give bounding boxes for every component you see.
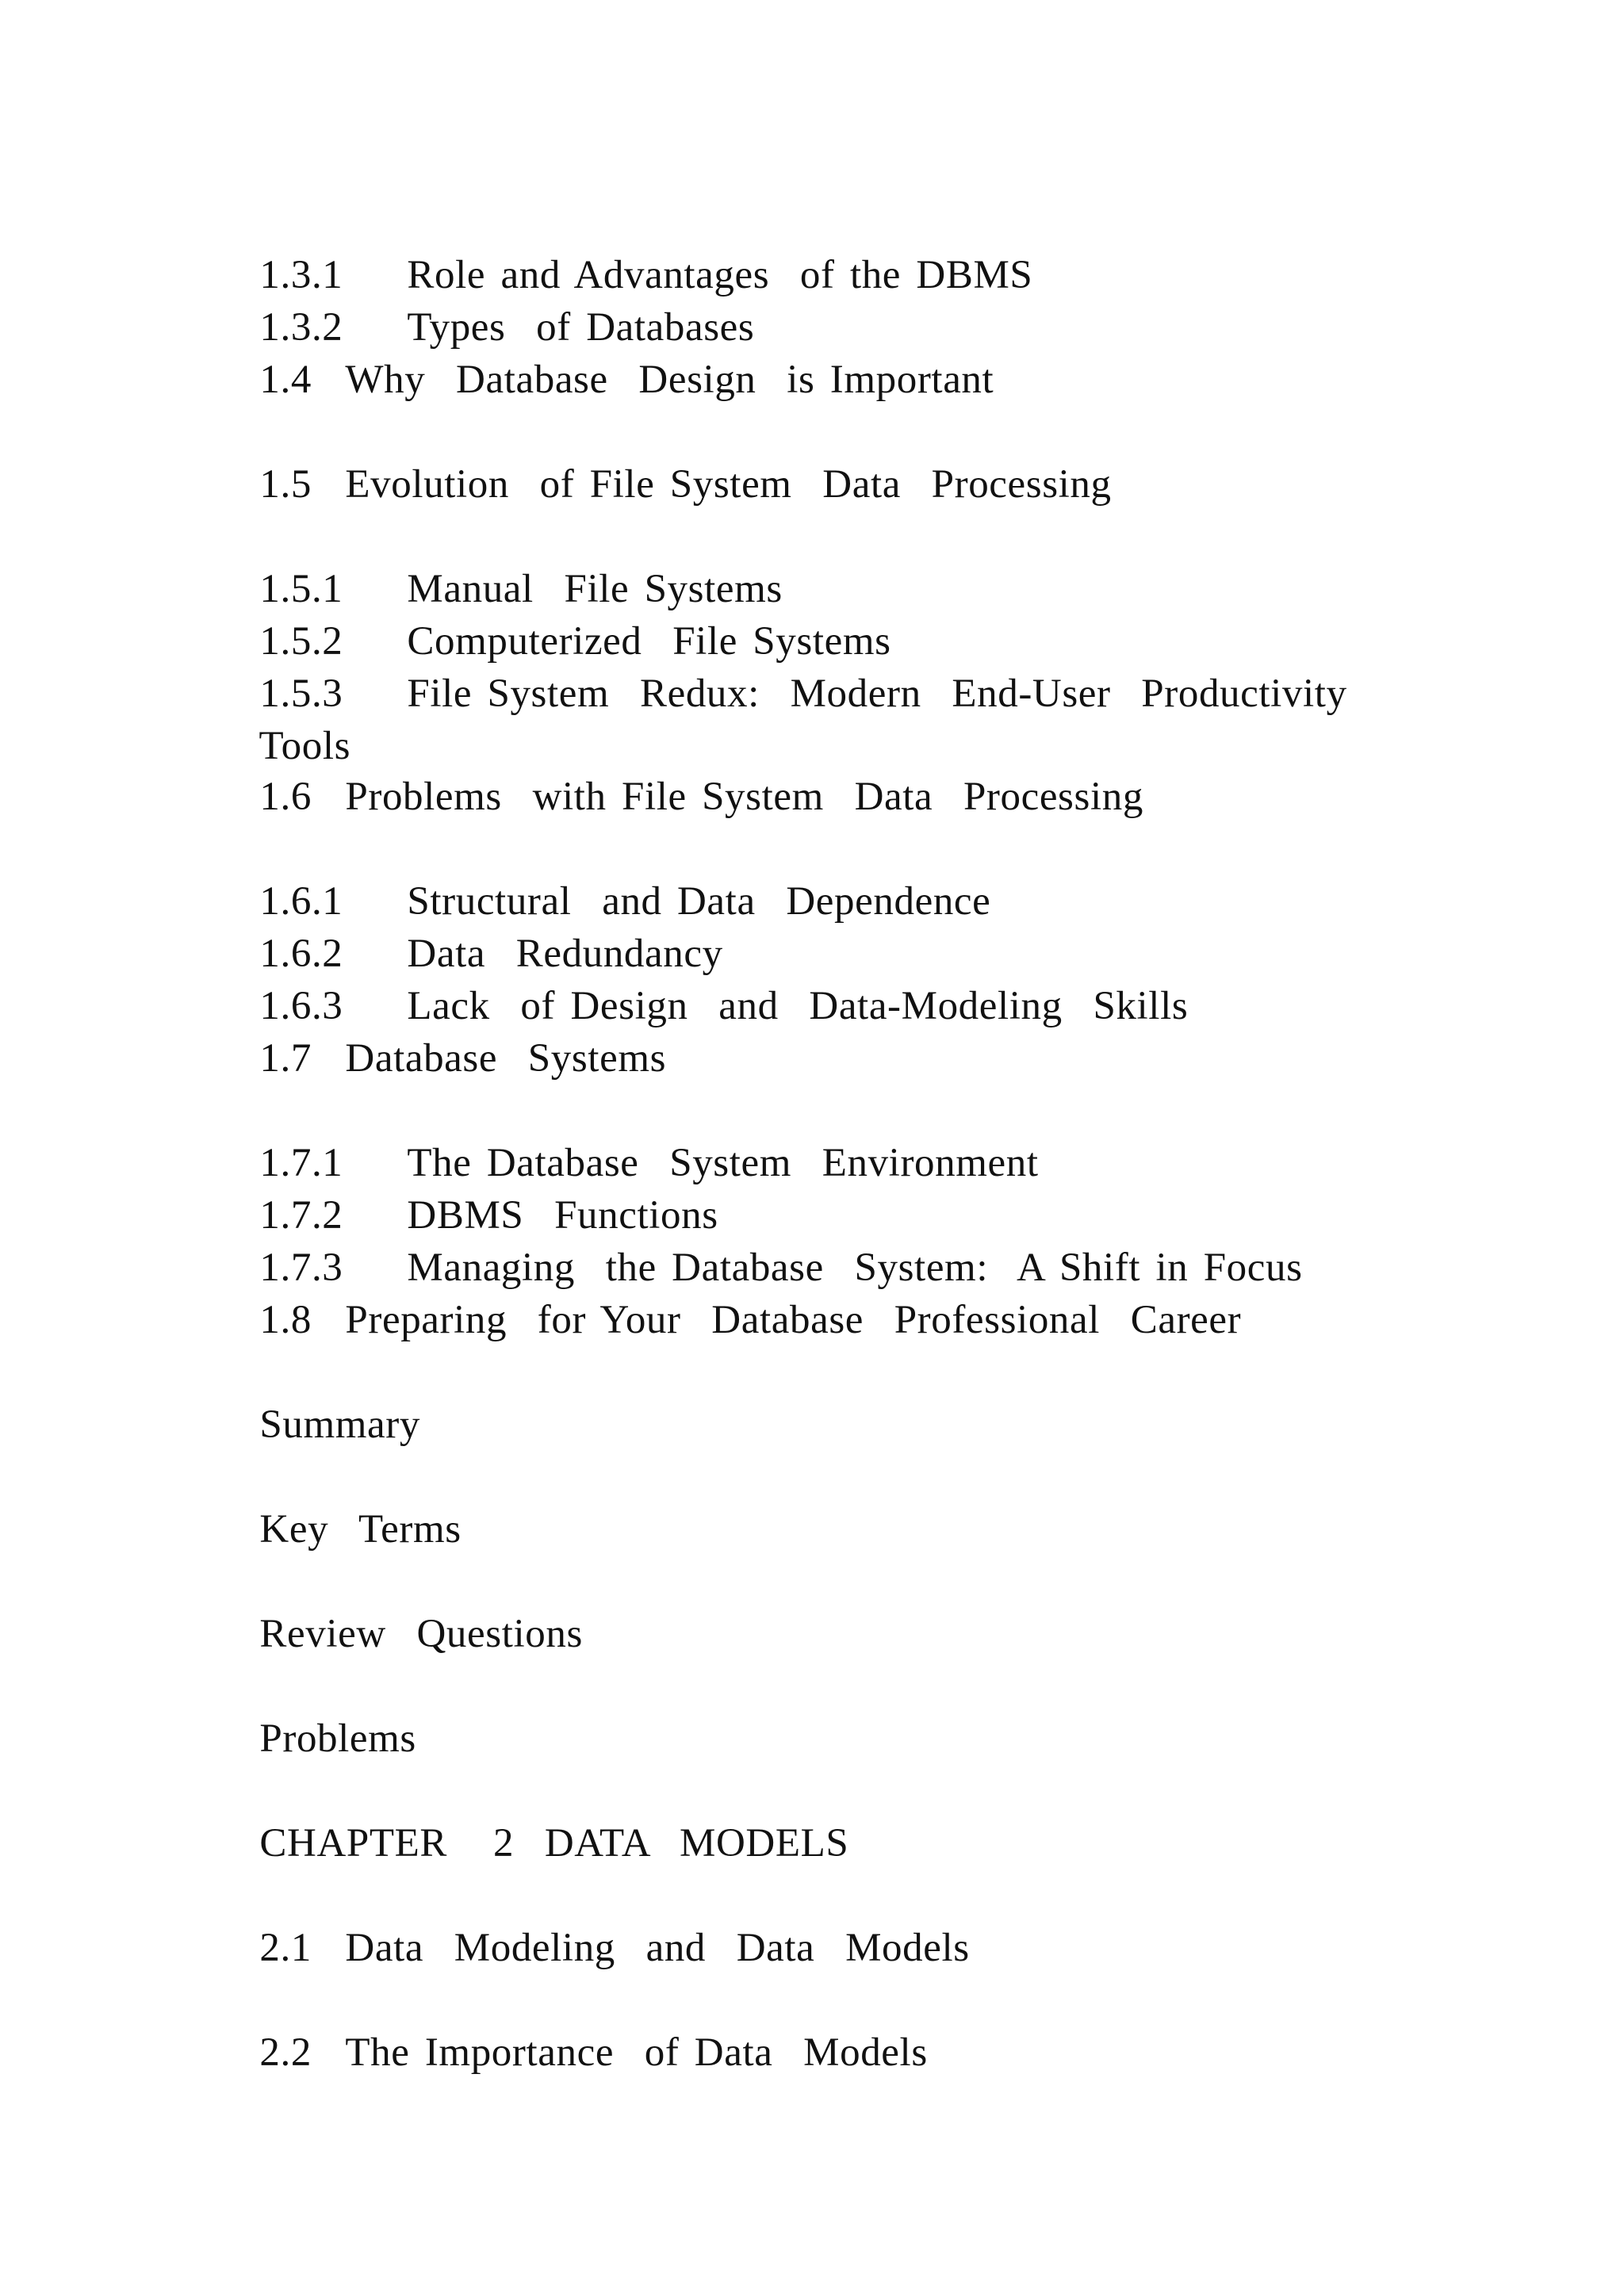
section-title: DBMS Functions xyxy=(407,1193,718,1238)
section-number: 1.3.1 xyxy=(259,253,343,297)
section-number: 1.5.2 xyxy=(259,619,343,664)
chapter-title: CHAPTER 2 DATA MODELS xyxy=(259,1821,849,1866)
section-title: Managing the Database System: A Shift in Focus xyxy=(407,1246,1303,1290)
section-number: 1.7.2 xyxy=(259,1193,343,1238)
section-title: Key Terms xyxy=(259,1507,462,1552)
section-title: Lack of Design and Data-Modeling Skills xyxy=(407,984,1189,1028)
section-number: 1.8 xyxy=(259,1298,312,1342)
section-title: Problems with File System Data Processing xyxy=(345,775,1143,819)
section-title: Database Systems xyxy=(345,1036,667,1081)
section-number: 2.1 xyxy=(259,1926,312,1970)
section-number: 1.6 xyxy=(259,775,312,819)
section-number: 1.7.1 xyxy=(259,1141,343,1185)
section-number: 1.6.1 xyxy=(259,879,343,924)
section-title: Evolution of File System Data Processing xyxy=(345,462,1112,507)
section-title: Types of Databases xyxy=(407,305,755,350)
section-title: Problems xyxy=(259,1716,416,1761)
section-title: Data Modeling and Data Models xyxy=(345,1926,970,1970)
section-title: Computerized File Systems xyxy=(407,619,891,664)
section-number: 1.6.2 xyxy=(259,932,343,976)
section-number: 1.7.3 xyxy=(259,1246,343,1290)
section-number: 1.3.2 xyxy=(259,305,343,350)
section-title: Summary xyxy=(259,1402,420,1447)
section-title: File System Redux: Modern End-User Productivity xyxy=(407,672,1347,716)
section-title: Data Redundancy xyxy=(407,932,723,976)
section-title: Manual File Systems xyxy=(407,567,783,611)
toc-entry-2-2 xyxy=(198,1974,928,2131)
section-title: The Database System Environment xyxy=(407,1141,1039,1185)
section-number: 1.7 xyxy=(259,1036,312,1081)
section-number: 1.6.3 xyxy=(259,984,343,1028)
section-number: 2.2 xyxy=(259,2030,312,2075)
section-title: Structural and Data Dependence xyxy=(407,879,991,924)
section-title: Preparing for Your Database Professional Career xyxy=(345,1298,1242,1342)
section-number: 1.4 xyxy=(259,358,312,402)
section-number: 1.5 xyxy=(259,462,312,507)
section-title-continued: Tools xyxy=(259,724,351,768)
section-number: 1.5.1 xyxy=(259,567,343,611)
section-title: Role and Advantages of the DBMS xyxy=(407,253,1033,297)
section-title: Review Questions xyxy=(259,1612,583,1656)
section-title: The Importance of Data Models xyxy=(345,2030,928,2075)
section-number: 1.5.3 xyxy=(259,672,343,716)
section-title: Why Database Design is Important xyxy=(345,358,994,402)
